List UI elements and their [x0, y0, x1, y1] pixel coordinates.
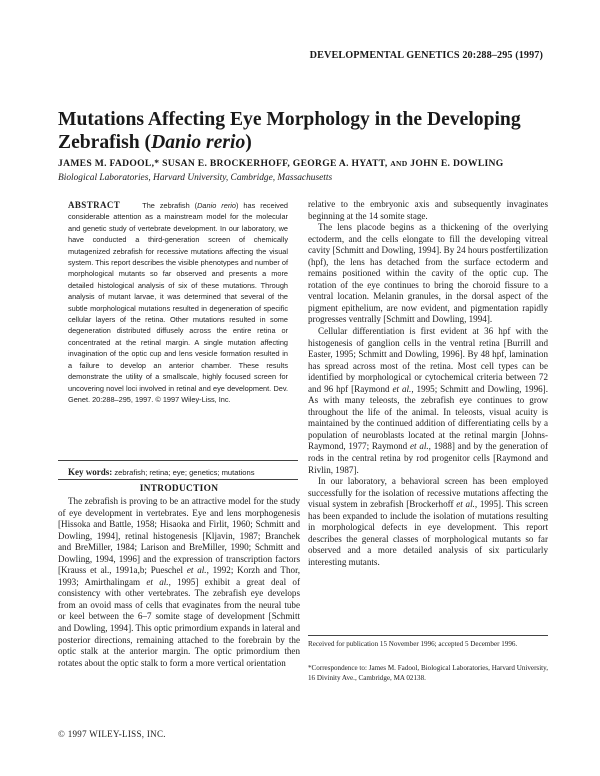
abstract-text-1: The zebrafish (: [142, 201, 198, 210]
right-paragraph-2: The lens placode begins as a thickening of the overlying ectoderm, and the cells elongate to fill the developing vitreal cavity [Schmitt and Dowling, 1994]. By 24 hours postfertilization (hpf), the lens has detached from the surface ectoderm and remains positioned within the cavity of the optic cup. The rotation of the eye continues to bring the choroid fissure to a ventral location. Melanin granules, in the dorsal aspect of the pigment epithelium, are now evident, and pigmentation rapidly progresses ventrally [Schmitt and Dowling, 1994].: [308, 222, 548, 325]
keywords-divider: [58, 479, 298, 480]
intro-etal-1: et al.: [186, 565, 207, 576]
right-paragraph-1: relative to the embryonic axis and subsequently invaginates beginning at the 14 somite stage.: [308, 199, 548, 221]
rp4-text-2: , 1995]. This screen has been expanded to include the isolation of mutations resulting in morphological defects in eye development. This report describes the general classes of morphological mutants so far observed and a more detailed analysis of six particularly interesting mutants.: [308, 499, 548, 567]
rp3-etal-1: et al.: [392, 383, 412, 394]
rp3-text-2: , 1995; Schmitt and Dowling, 1996]. As with many teleosts, the zebrafish eye continues to grow throughout the life of the animal. In teleosts, visual acuity is maintained by the continued addition of differentiating cells by a population of neuroblasts located at the retinal margin [Johns-Raymond, 1977; Raymond: [308, 383, 548, 452]
intro-text-3: , 1995] exhibit a great deal of consistency with other vertebrates. The zebrafish eye develops from an ovoid mass of cells that evaginates from the neural tube or keel between the 6–7 somite stage of development [Schmitt and Dowling, 1994]. This optic primordium expands in lateral and posterior directions, remaining attached to the forebrain by the optic stalk at the anterior margin. The optic primordium then rotates about the optic stalk to form a more vertical orientation: [58, 576, 300, 668]
journal-citation: DEVELOPMENTAL GENETICS 20:288–295 (1997): [309, 50, 543, 61]
right-paragraph-4: [308, 476, 548, 568]
abstract-label: ABSTRACT: [68, 200, 121, 210]
abstract: [68, 200, 288, 405]
copyright: © 1997 WILEY-LISS, INC.: [58, 729, 166, 739]
intro-text-2: , 1992; Korzh and Thor, 1993; Amirthalingam: [58, 565, 301, 587]
affiliation: Biological Laboratories, Harvard University, Cambridge, Massachusetts: [58, 173, 333, 183]
rp3-etal-2: et al.: [410, 441, 429, 452]
title-species: Danio rerio: [151, 132, 246, 153]
introduction-paragraph: [58, 496, 300, 669]
authors-first: JAMES M. FADOOL,* SUSAN E. BROCKERHOFF, GEORGE A. HYATT,: [58, 158, 388, 169]
article-title: [58, 108, 538, 154]
intro-text-1: The zebrafish is proving to be an attractive model for the study of eye development in vertebrates. Eye and lens morphogenesis [Hissoka and Battle, 1958; Hisaoka and Firlit, 1960; Schmitt and Dowling, 1994], retinal histogenesis [Kljavin, 1987; Branchek and BreMiller, 1984; Larison and BreMiller, 1990; Schmitt and Dowling, 1994, 1996] and the expression of transcription factors [Krauss et al., 1991a,b; Pueschel: [58, 496, 300, 576]
rp4-text-1: In our laboratory, a behavioral screen has been employed successfully for the isolation of recessive mutations affecting the visual system in zebrafish [Brockerhoff: [308, 476, 548, 510]
title-close: ): [245, 132, 252, 153]
intro-etal-2: et al.: [146, 576, 169, 587]
introduction-heading: INTRODUCTION: [139, 484, 219, 494]
title-main: Mutations Affecting Eye Morphology in the Developing Zebrafish (: [58, 109, 521, 153]
rp3-text-3: , 1988] and by the generation of rods in the central retina by rod progenitor cells [Raymond and Rivlin, 1987].: [308, 441, 548, 475]
authors-last: JOHN E. DOWLING: [410, 158, 504, 169]
abstract-text-2: ) has received considerable attention as a mainstream model for the molecular and genetic study of vertebrate development. In our laboratory, we have conducted a third-generation screen of chemically mutagenized zebrafish for recessive mutations affecting the visual system. This report describes the visible phenotypes and number of morphological mutants so far observed and presents a more detailed histological analysis of six of these mutations. Through analysis of mutant larvae, it was determined that several of the subtle morphological mutations resulted in degeneration of specific cellular layers of the retina. Other mutations resulted in some degeneration distributed diffusely across the entire retina or concentrated at the retinal margin. A single mutation affecting invagination of the optic cup and lens vesicle formation resulted in a failure to develop an anterior chamber. These results demonstrate the utility of a smallscale, highly focused screen for uncovering novel loci involved in retinal and eye development. Dev. Genet. 20:288–295, 1997. © 1997 Wiley-Liss, Inc.: [68, 201, 289, 404]
keywords-text: zebrafish; retina; eye; genetics; mutations: [114, 468, 255, 477]
received-note: Received for publication 15 November 1996; accepted 5 December 1996.: [308, 640, 518, 648]
rp4-etal: et al.: [456, 499, 475, 510]
author-list: [58, 158, 548, 169]
keywords: [68, 467, 288, 477]
abstract-species: Danio rerio: [197, 201, 236, 210]
footnote-divider: [308, 635, 548, 636]
authors-and: AND: [390, 159, 408, 168]
right-paragraph-3: [308, 326, 548, 476]
keywords-label: Key words:: [68, 467, 113, 477]
abstract-top-divider: [58, 460, 298, 461]
correspondence-note: *Correspondence to: James M. Fadool, Biological Laboratories, Harvard University, 16 Divinity Ave., Cambridge, MA 02138.: [308, 664, 548, 682]
rp3-text-1: Cellular differentiation is first evident at 36 hpf with the histogenesis of ganglion cells in the ventral retina [Burrill and Easter, 1995; Schmitt and Dowling, 1996]. By 48 hpf, lamination has spread across most of the retina. Most cell types can be identified by morphological or cytochemical criteria between 72 and 96 hpf [Raymond: [308, 326, 548, 394]
right-column: [308, 199, 548, 569]
